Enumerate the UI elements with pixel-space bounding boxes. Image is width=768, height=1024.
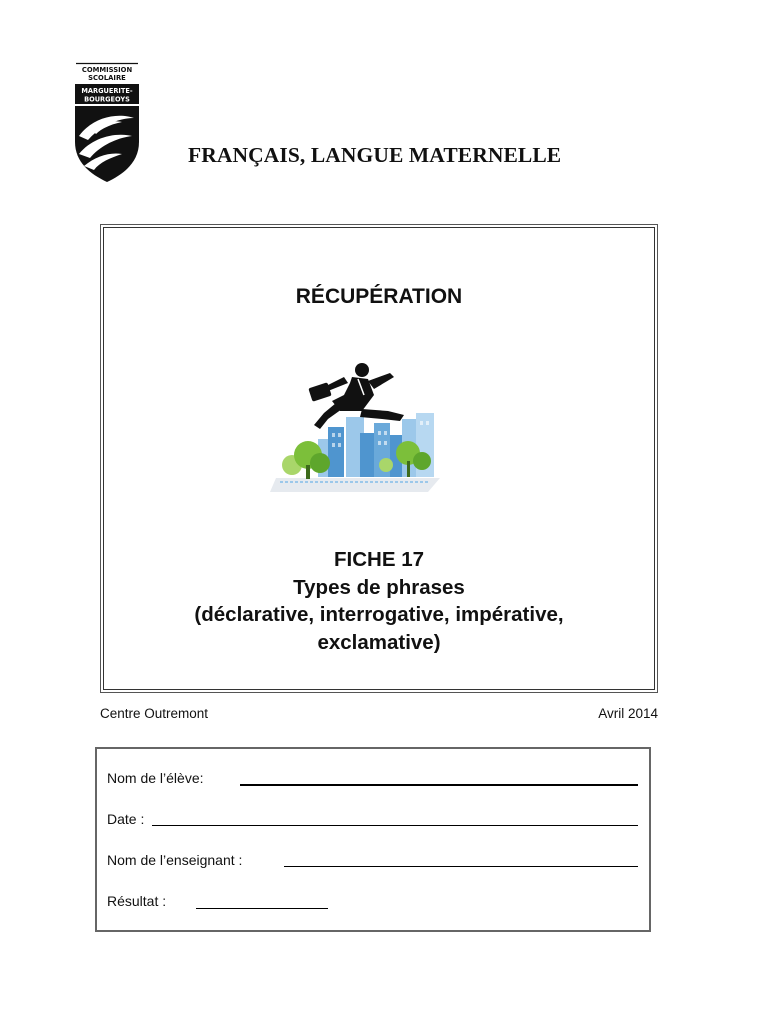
teacher-name-label: Nom de l’enseignant : bbox=[107, 852, 243, 868]
teacher-name-line[interactable] bbox=[284, 866, 638, 867]
student-name-label: Nom de l’élève: bbox=[107, 770, 204, 786]
cover-heading: RÉCUPÉRATION bbox=[295, 285, 463, 308]
logo-line-4: BOURGEOYS bbox=[84, 95, 130, 104]
student-name-line[interactable] bbox=[240, 784, 638, 786]
sheet-number: FICHE 17 bbox=[334, 548, 424, 571]
result-label: Résultat : bbox=[107, 893, 167, 909]
student-info-form bbox=[95, 747, 651, 932]
leaping-businessman-city-icon bbox=[270, 361, 456, 495]
sheet-title bbox=[104, 546, 654, 656]
document-date: Avril 2014 bbox=[598, 706, 658, 721]
sheet-title-line-3: exclamative) bbox=[317, 630, 441, 654]
sheet-title-line-1: Types de phrases bbox=[293, 575, 465, 599]
school-board-logo bbox=[74, 62, 140, 184]
center-name: Centre Outremont bbox=[100, 706, 209, 721]
sheet-title-line-2: (déclarative, interrogative, impérative, bbox=[194, 603, 564, 626]
cover-frame bbox=[100, 224, 658, 693]
cover-frame-inner bbox=[103, 227, 655, 690]
result-line[interactable] bbox=[196, 908, 328, 909]
date-label: Date : bbox=[107, 811, 145, 827]
logo-line-1: COMMISSION bbox=[81, 66, 133, 74]
subject-title: FRANÇAIS, LANGUE MATERNELLE bbox=[188, 143, 562, 167]
date-line[interactable] bbox=[152, 825, 638, 826]
logo-line-3: MARGUERITE- bbox=[81, 87, 133, 95]
logo-line-2: SCOLAIRE bbox=[88, 74, 126, 82]
